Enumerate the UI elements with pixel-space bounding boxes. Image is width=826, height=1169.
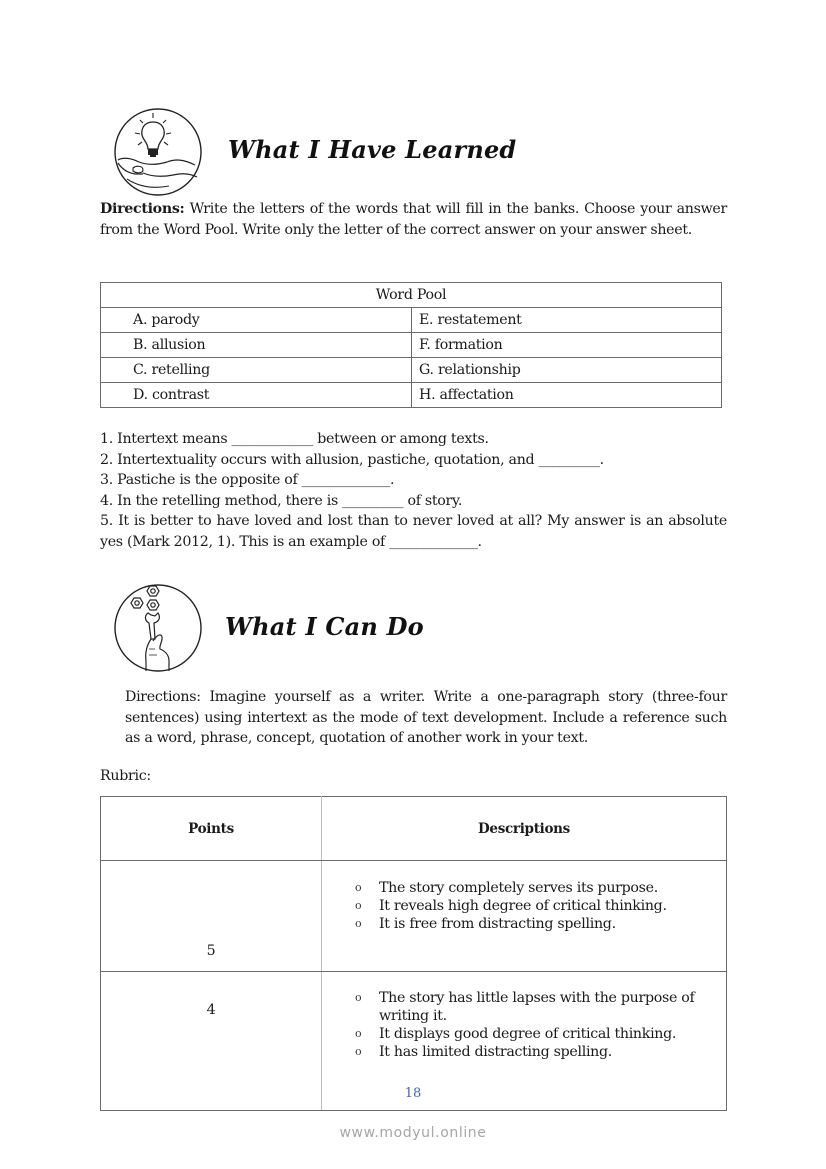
word-option: C. retelling [101,358,412,383]
directions-text: Write the letters of the words that will fill in the banks. Choose your answer from the Word Pool. Write only the letter of the correct answer on your answer sheet. [100,201,727,238]
description-item [355,879,725,897]
rubric-table [100,796,727,1111]
table-row [101,333,722,358]
circle-bullet-icon: o [355,1027,362,1040]
directions-label: Directions: [100,201,185,217]
table-row [101,861,727,972]
circle-bullet-icon: o [355,1045,362,1058]
description-item [355,989,725,1025]
circle-bullet-icon: o [355,899,362,912]
rubric-label: Rubric: [100,768,151,784]
directions-paragraph [100,199,727,240]
word-option: D. contrast [101,383,412,408]
word-option: E. restatement [412,308,722,333]
description-text: It is free from distracting spelling. [379,916,616,932]
word-pool-header: Word Pool [101,283,722,308]
question-item: 5. It is better to have loved and lost than to never loved at all? My answer is an absolute yes (Mark 2012, 1). This is an example of _____________. [100,513,727,550]
circle-bullet-icon: o [355,991,362,1004]
directions-paragraph: Directions: Imagine yourself as a writer. Write a one-paragraph story (three-four sentences) using intertext as the mode of text development. Include a reference such as a word, phrase, concept, quotation of another work in your text. [125,689,727,746]
column-header-descriptions: Descriptions [322,797,727,861]
word-option: B. allusion [101,333,412,358]
description-item [355,1025,725,1043]
description-list [323,879,725,933]
word-option: G. relationship [412,358,722,383]
table-row [101,383,722,408]
question-item: 2. Intertextuality occurs with allusion, pastiche, quotation, and _________. [100,451,604,468]
word-option: H. affectation [412,383,722,408]
points-value: 5 [101,861,322,972]
description-item [355,897,725,915]
word-option: F. formation [412,333,722,358]
description-item [355,915,725,933]
description-list [323,989,725,1061]
description-text: The story has little lapses with the purpose of writing it. [379,990,695,1024]
question-item: 1. Intertext means ____________ between or among texts. [100,431,489,447]
page-number: 18 [404,1086,422,1101]
circle-bullet-icon: o [355,917,362,930]
watermark: www.modyul.online [339,1125,487,1141]
description-text: It reveals high degree of critical thinking. [379,898,667,914]
question-item: 4. In the retelling method, there is _________ of story. [100,492,463,509]
lightbulb-in-hand-icon [113,107,203,197]
word-pool-table [100,282,722,408]
question-list [100,429,727,552]
table-row [101,358,722,383]
section-title-what-i-have-learned: What I Have Learned [228,135,517,164]
column-header-points: Points [101,797,322,861]
word-option: A. parody [101,308,412,333]
description-text: It displays good degree of critical thinking. [379,1026,677,1042]
hand-with-wrench-and-nuts-icon [113,583,203,673]
points-value: 4 [101,972,322,1111]
table-header-row [101,797,727,861]
description-text: The story completely serves its purpose. [379,880,658,896]
description-item [355,1043,725,1061]
description-cell [322,861,727,972]
question-item: 3. Pastiche is the opposite of _____________. [100,472,395,488]
table-row [101,308,722,333]
circle-bullet-icon: o [355,881,362,894]
section-title-what-i-can-do: What I Can Do [225,612,424,641]
description-text: It has limited distracting spelling. [379,1044,613,1060]
